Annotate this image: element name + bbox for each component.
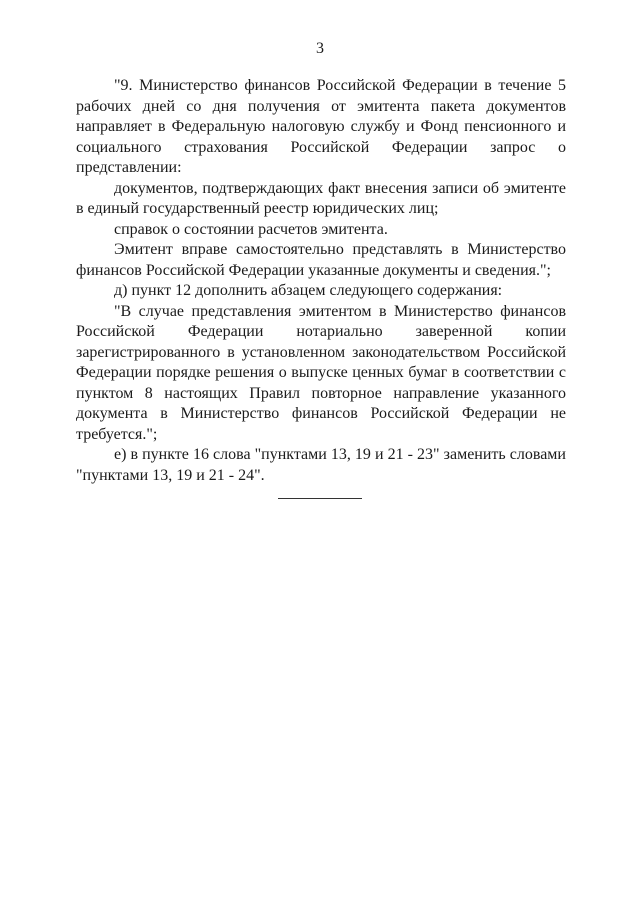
paragraph-amendment-d: д) пункт 12 дополнить абзацем следующего содержания: bbox=[114, 282, 503, 299]
paragraph-item-9: "9. Министерство финансов Российской Федерации в течение 5 рабочих дней со дня получения от эмитента пакета документов направляет в Федеральную налоговую службу и Фонд пенсионного и социального страхования Российской Федерации запрос о представлении: bbox=[76, 77, 566, 176]
page-number: 3 bbox=[316, 40, 324, 57]
paragraph-issuer-right: Эмитент вправе самостоятельно представлять в Министерство финансов Российской Федерации указанные документы и сведения."; bbox=[76, 241, 566, 279]
paragraph-documents: документов, подтверждающих факт внесения записи об эмитенте в единый государственный реестр юридических лиц; bbox=[76, 179, 566, 217]
paragraph-amendment-e: е) в пункте 16 слова "пунктами 13, 19 и 21 - 23" заменить словами "пунктами 13, 19 и 21 - 24". bbox=[76, 446, 566, 484]
paragraph-notarized-copy: "В случае представления эмитентом в Министерство финансов Российской Федерации нотариально заверенной копии зарегистрированного в установленном законодательством Российской Федерации порядке решения о выпуске ценных бумаг в соответствии с пунктом 8 настоящих Правил повторное направление указанного документа в Министерство финансов Российской Федерации не требуется."; bbox=[76, 302, 566, 443]
paragraph-certificates: справок о состоянии расчетов эмитента. bbox=[114, 220, 388, 238]
document-body bbox=[76, 76, 566, 486]
end-of-document-rule bbox=[278, 498, 362, 499]
